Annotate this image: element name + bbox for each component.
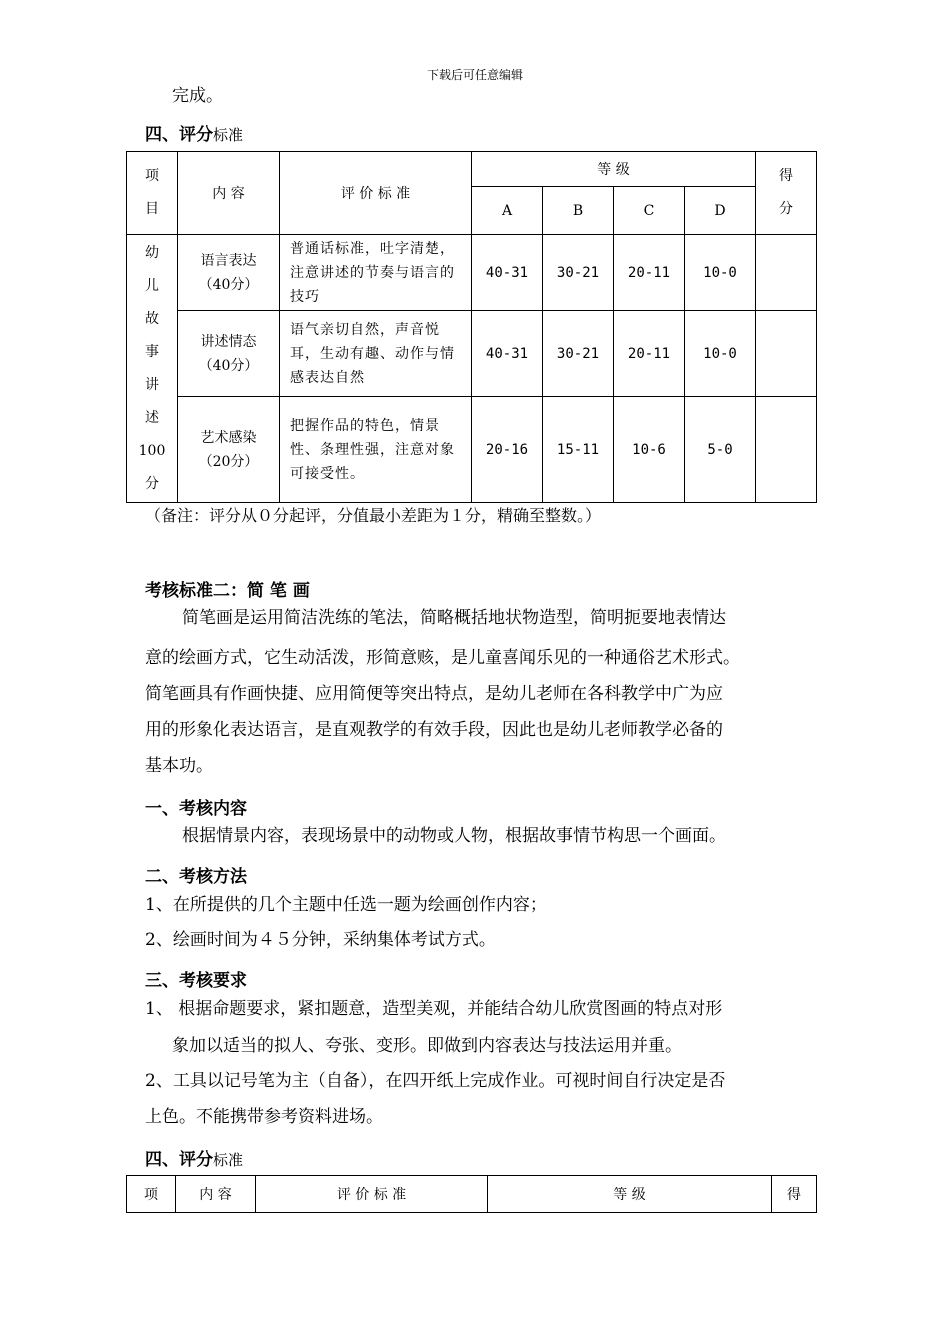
row-grade-b: 30-21 (543, 311, 614, 397)
heading-method: 二、考核方法 (145, 867, 247, 887)
table-row (127, 397, 817, 503)
grade-d-header: D (685, 187, 756, 235)
row-criteria: 语气亲切自然，声音悦耳，生动有趣、动作与情感表达自然 (280, 311, 472, 397)
requirement-line: 象加以适当的拟人、夸张、变形。即做到内容表达与技法运用并重。 (172, 1036, 682, 1056)
row-score (756, 397, 817, 503)
heading-bold: 四、评分 (145, 125, 213, 145)
row-grade-a: 40-31 (472, 235, 543, 311)
scoring-table-2 (126, 1175, 817, 1213)
col-item-header: 项 目 (127, 152, 178, 235)
row-category: 语言表达 （40分） (178, 235, 280, 311)
intro-line: 简笔画具有作画快捷、应用简便等突出特点，是幼儿老师在各科教学中广为应 (145, 684, 723, 704)
intro-line: 基本功。 (145, 756, 213, 776)
row-criteria: 普通话标准，吐字清楚，注意讲述的节奏与语言的技巧 (280, 235, 472, 311)
method-item: 1、在所提供的几个主题中任选一题为绘画创作内容； (145, 895, 547, 915)
row-grade-d: 10-0 (685, 235, 756, 311)
intro-line: 简笔画是运用简洁洗练的笔法，简略概括地状物造型，简明扼要地表情达 (182, 608, 726, 628)
row-category: 讲述情态 （40分） (178, 311, 280, 397)
row-category: 艺术感染 （20分） (178, 397, 280, 503)
grade-c-header: C (614, 187, 685, 235)
col-score-header: 得 分 (756, 152, 817, 235)
requirement-line: 1、 根据命题要求，紧扣题意，造型美观，并能结合幼儿欣赏图画的特点对形 (145, 999, 723, 1019)
requirement-line: 2、工具以记号笔为主（自备），在四开纸上完成作业。可视时间自行决定是否 (145, 1071, 726, 1091)
heading-small: 标准 (213, 126, 244, 144)
page-header: 下载后可任意编辑 (426, 68, 523, 82)
col-criteria-header: 评 价 标 准 (280, 152, 472, 235)
row-grade-d: 10-0 (685, 311, 756, 397)
top-text: 完成。 (172, 86, 223, 106)
row-criteria: 把握作品的特色，情景性、条理性强，注意对象可接受性。 (280, 397, 472, 503)
col-score-header: 得 (772, 1176, 817, 1213)
heading-bold: 四、评分 (145, 1150, 213, 1170)
content-text: 根据情景内容，表现场景中的动物或人物，根据故事情节构思一个画面。 (182, 826, 726, 846)
row-score (756, 311, 817, 397)
col-grade-header: 等 级 (472, 152, 756, 187)
heading-small: 标准 (213, 1151, 244, 1169)
row-grade-a: 40-31 (472, 311, 543, 397)
row-score (756, 235, 817, 311)
table-row (127, 311, 817, 397)
table-row (127, 235, 817, 311)
intro-line: 意的绘画方式，它生动活泼，形简意赅，是儿童喜闻乐见的一种通俗艺术形式。 (145, 648, 740, 668)
grade-b-header: B (543, 187, 614, 235)
col-grade-header: 等 级 (488, 1176, 772, 1213)
row-grade-b: 30-21 (543, 235, 614, 311)
section-heading-scoring-2 (145, 1145, 243, 1170)
col-item-header: 项 (127, 1176, 176, 1213)
col-criteria-header: 评 价 标 准 (256, 1176, 488, 1213)
table-note: （备注：评分从０分起评，分值最小差距为１分，精确至整数。） (145, 506, 602, 525)
col-content-header: 内 容 (176, 1176, 256, 1213)
standard2-title: 考核标准二：简 笔 画 (145, 581, 310, 601)
method-item: 2、绘画时间为４５分钟，采纳集体考试方式。 (145, 930, 496, 950)
row-grade-d: 5-0 (685, 397, 756, 503)
row-grade-c: 10-6 (614, 397, 685, 503)
col-content-header: 内 容 (178, 152, 280, 235)
requirement-line: 上色。不能携带参考资料进场。 (145, 1107, 383, 1127)
heading-requirements: 三、考核要求 (145, 971, 247, 991)
heading-content: 一、考核内容 (145, 799, 247, 819)
row-grade-a: 20-16 (472, 397, 543, 503)
item-label: 幼 儿 故 事 讲 述 100 分 (127, 235, 178, 503)
grade-a-header: A (472, 187, 543, 235)
row-grade-c: 20-11 (614, 311, 685, 397)
section-heading-scoring (145, 120, 243, 145)
scoring-table-1 (126, 151, 817, 503)
row-grade-c: 20-11 (614, 235, 685, 311)
intro-line: 用的形象化表达语言，是直观教学的有效手段，因此也是幼儿老师教学必备的 (145, 720, 723, 740)
row-grade-b: 15-11 (543, 397, 614, 503)
